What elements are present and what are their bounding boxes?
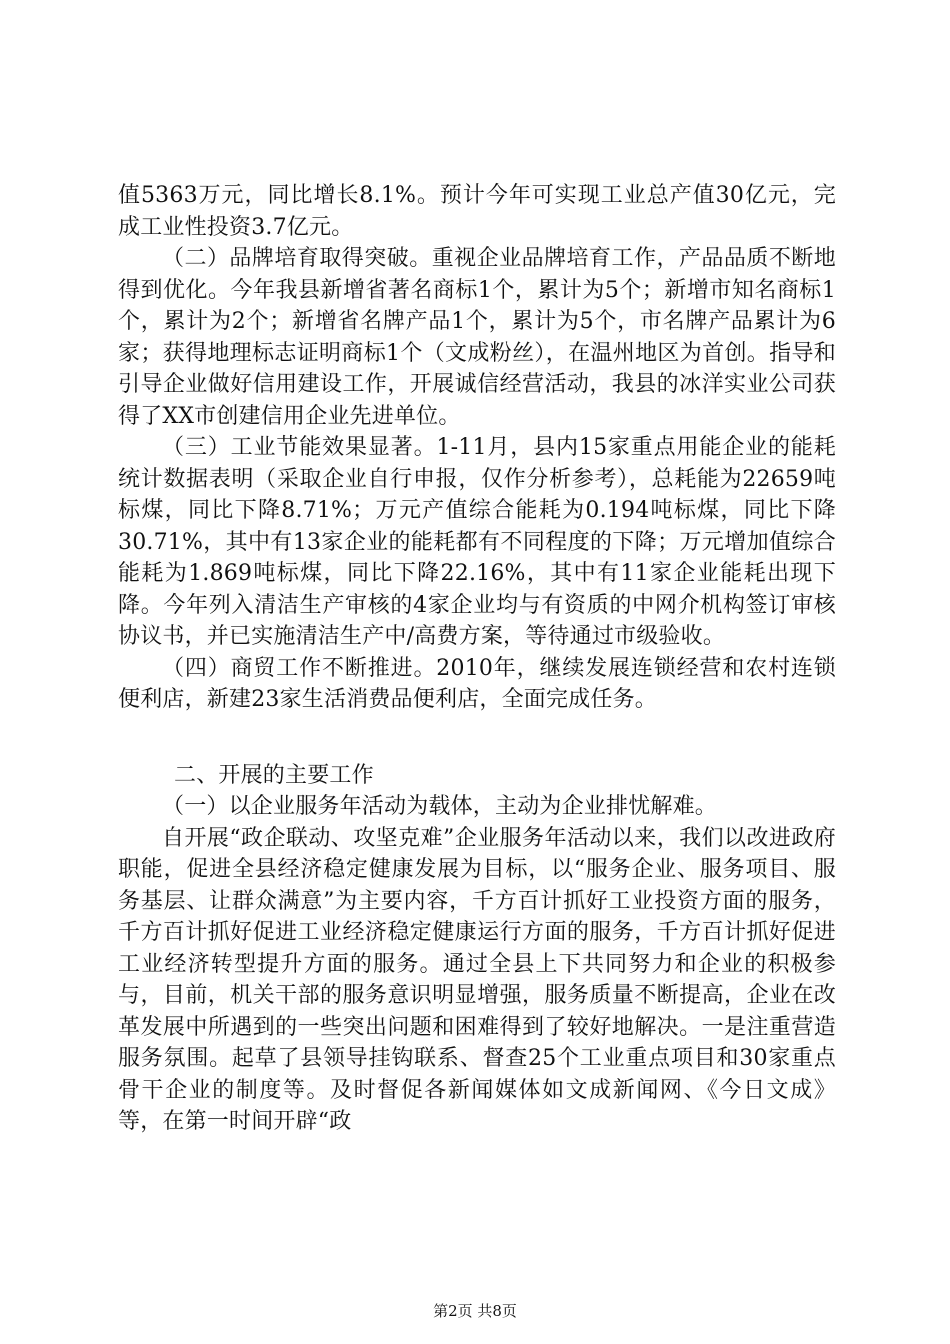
paragraph-service-year: 自开展“政企联动、攻坚克难”企业服务年活动以来，我们以改进政府职能，促进全县经济稳定健康发展为目标，以“服务企业、服务项目、服务基层、让群众满意”为主要内容，千方百计抓好工业投资方面的服务，千方百计抓好促进工业经济稳定健康运行方面的服务，千方百计抓好促进工业经济转型提升方面的服务。通过全县上下共同努力和企业的积极参与，目前，机关干部的服务意识明显增强，服务质量不断提高，企业在改革发展中所遇到的一些突出问题和困难得到了较好地解决。一是注重营造服务氛围。起草了县领导挂钩联系、督查25个工业重点项目和30家重点骨干企业的制度等。及时督促各新闻媒体如文成新闻网、《今日文成》等，在第一时间开辟“政 [118, 825, 836, 1134]
section-gap [118, 716, 836, 760]
paragraph-brand-cultivation: （二）品牌培育取得突破。重视企业品牌培育工作，产品品质不断地得到优化。今年我县新增省著名商标1个，累计为5个；新增市知名商标1个，累计为2个；新增省名牌产品1个，累计为5个，市名牌产品累计为6家；获得地理标志证明商标1个（文成粉丝），在温州地区为首创。指导和引导企业做好信用建设工作，开展诚信经营活动，我县的冰洋实业公司获得了XX市创建信用企业先进单位。 [118, 246, 836, 429]
document-body [118, 180, 836, 1138]
paragraph-commerce: （四）商贸工作不断推进。2010年，继续发展连锁经营和农村连锁便利店，新建23家生活消费品便利店，全面完成任务。 [118, 655, 836, 712]
paragraph-energy-saving: （三）工业节能效果显著。1-11月，县内15家重点用能企业的能耗统计数据表明（采取企业自行申报，仅作分析参考），总耗能为22659吨标煤，同比下降8.71%；万元产值综合能耗为0.194吨标煤，同比下降30.71%，其中有13家企业的能耗都有不同程度的下降；万元增加值综合能耗为1.869吨标煤，同比下降22.16%，其中有11家企业能耗出现下降。今年列入清洁生产审核的4家企业均与有资质的中网介机构签订审核协议书，并已实施清洁生产中/高费方案，等待通过市级验收。 [118, 435, 836, 649]
subsection-heading: （一）以企业服务年活动为载体，主动为企业排忧解难。 [162, 794, 718, 819]
paragraph-continued: 值5363万元，同比增长8.1%。预计今年可实现工业总产值30亿元，完成工业性投资3.7亿元。 [118, 183, 836, 240]
page-footer: 第2页 共8页 [433, 1302, 517, 1320]
section-heading: 二、开展的主要工作 [174, 762, 374, 788]
